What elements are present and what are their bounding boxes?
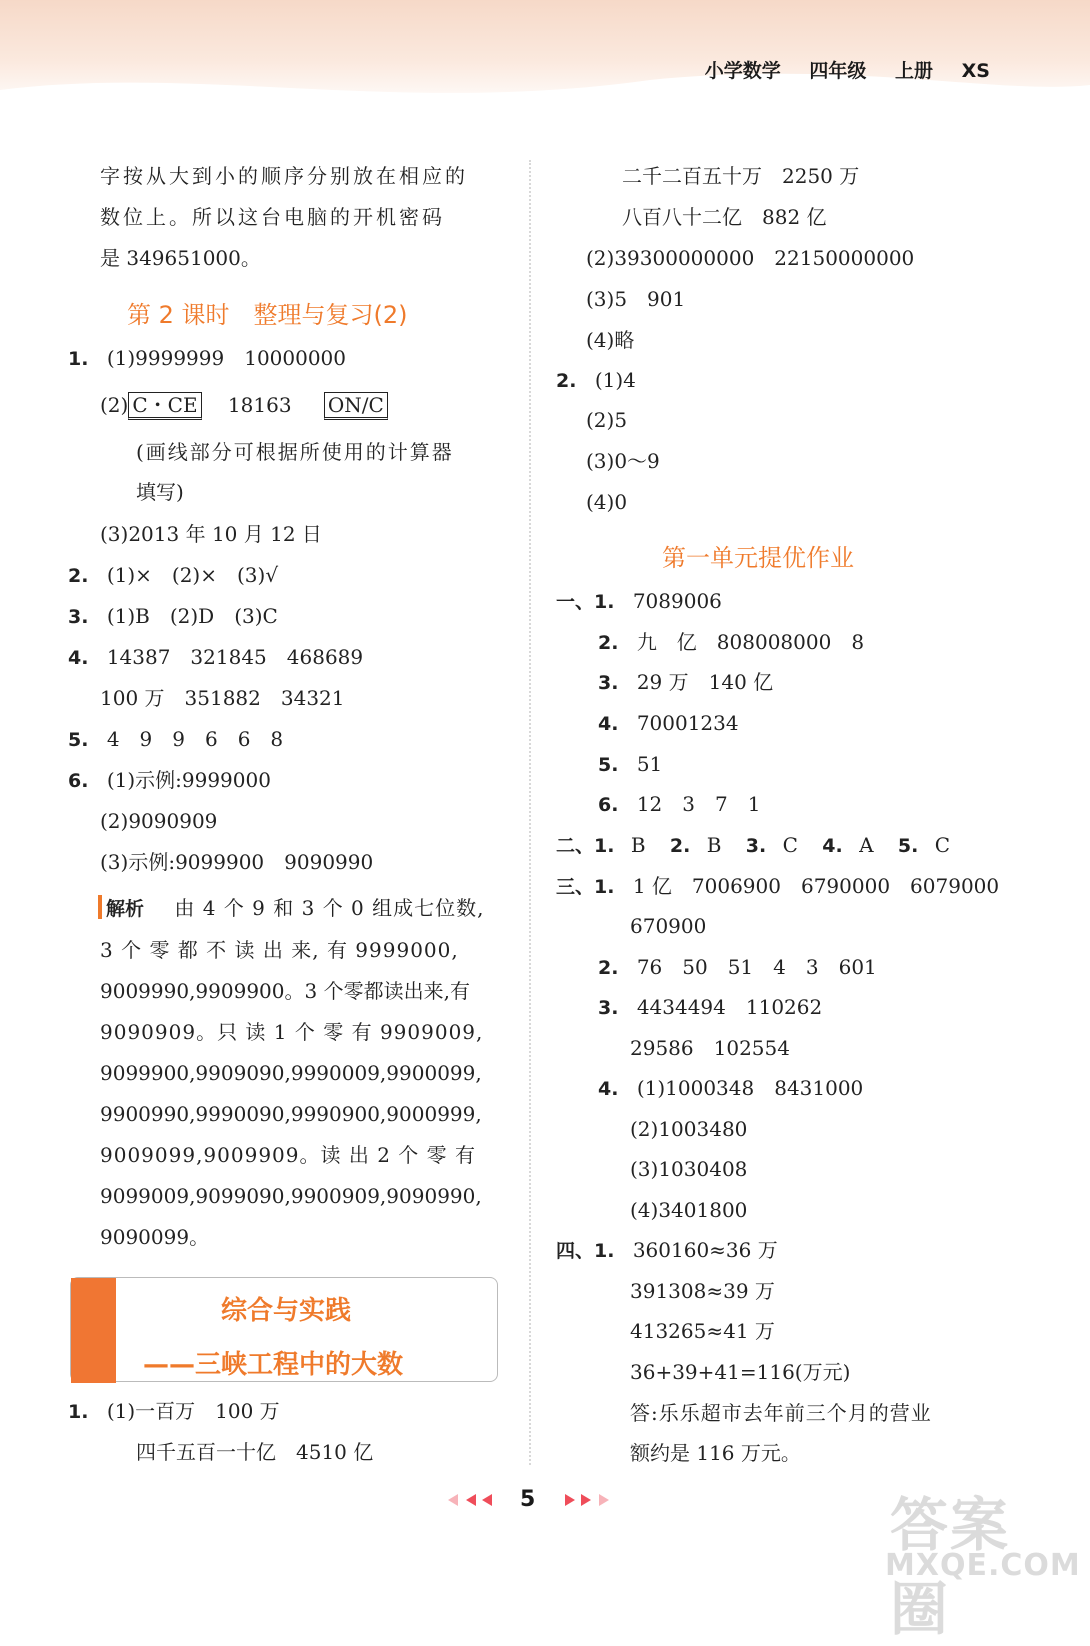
prev-arrow-icon	[466, 1494, 476, 1506]
practice-banner	[70, 1277, 498, 1382]
q4-answer-b: 100 万 351882 34321	[100, 686, 345, 710]
s2-1-number: 1.	[594, 835, 615, 857]
s3-label: 三、	[556, 876, 595, 898]
q2-line	[68, 565, 278, 586]
header-volume: 上册	[895, 60, 934, 82]
analysis-line-4: 9090909。只 读 1 个 零 有 9909009,	[100, 1020, 484, 1044]
q2-number: 2.	[68, 565, 89, 587]
p1-1b-answer: 四千五百一十亿 4510 亿	[136, 1440, 374, 1464]
column-divider	[529, 160, 531, 1465]
r-line-2: 八百八十二亿 882 亿	[622, 205, 827, 229]
s3-3-number: 3.	[598, 997, 619, 1019]
s2-4-answer: A	[859, 833, 874, 857]
analysis-line-7: 9009099,9009909。读 出 2 个 零 有	[100, 1143, 477, 1167]
analysis-line-9: 9090099。	[100, 1225, 210, 1249]
s3-2-number: 2.	[598, 957, 619, 979]
next-arrow-icon-2	[581, 1494, 591, 1506]
q4-answer-a: 14387 321845 468689	[106, 645, 364, 669]
s3-line-3	[598, 997, 822, 1018]
s1-line-3	[598, 672, 773, 693]
s3-4d-answer: (4)3401800	[630, 1198, 748, 1222]
q6-3-answer: (3)示例:9099900 9090990	[100, 850, 374, 874]
s3-2-answer: 76 50 51 4 3 601	[636, 955, 877, 979]
s1-line-2	[598, 632, 864, 653]
header-subject: 小学数学	[704, 60, 781, 82]
s1-3-answer: 29 万 140 亿	[636, 670, 774, 694]
analysis-line-1: 由 4 个 9 和 3 个 0 组成七位数,	[174, 896, 485, 920]
lesson-title: 第 2 课时 整理与复习(2)	[127, 301, 408, 329]
s1-4-answer: 70001234	[636, 711, 739, 735]
s3-line-4	[598, 1078, 863, 1099]
p1-1-answer: (1)一百万 100 万	[106, 1399, 280, 1423]
q1-2-mid: 18163	[227, 393, 292, 417]
analysis-line-8: 9099009,9099090,9900909,9090990,	[100, 1184, 482, 1208]
page-footer	[440, 1487, 620, 1513]
s4-a: 360160≈36 万	[632, 1238, 778, 1262]
q1-number: 1.	[68, 348, 89, 370]
s1-5-number: 5.	[598, 754, 619, 776]
s1-line-1	[556, 591, 722, 612]
s1-4-number: 4.	[598, 713, 619, 735]
q6-2-answer: (2)9090909	[100, 809, 218, 833]
s2-5-number: 5.	[897, 835, 919, 857]
q3-number: 3.	[68, 606, 89, 628]
q6-line	[68, 770, 271, 791]
banner-subtitle: ——三峡工程中的大数	[143, 1350, 404, 1380]
s2-1-answer: B	[630, 833, 646, 857]
s3-4-number: 4.	[598, 1078, 619, 1100]
banner-accent	[71, 1278, 116, 1383]
watermark-line-1: 答案圈	[890, 1491, 1011, 1643]
s3-4a-answer: (1)1000348 8431000	[636, 1076, 864, 1100]
s2-4-number: 4.	[822, 835, 843, 857]
r-q2-2: (2)5	[586, 408, 628, 432]
analysis-first-line	[98, 895, 485, 919]
q1-note-2: 填写)	[136, 480, 184, 504]
header-grade: 四年级	[809, 60, 867, 82]
s4-line-1	[556, 1240, 778, 1261]
r-line-4: (3)5 901	[586, 287, 686, 311]
watermark-line-2: MXQE.COM	[885, 1548, 1081, 1583]
s1-6-answer: 12 3 7 1	[636, 792, 761, 816]
q6-1-answer: (1)示例:9999000	[106, 768, 271, 792]
q5-answer: 4 9 9 6 6 8	[106, 727, 284, 751]
s2-2-number: 2.	[669, 835, 691, 857]
q3-line	[68, 606, 278, 627]
s2-line	[556, 835, 950, 856]
r-q2-3: (3)0～9	[586, 449, 660, 473]
s3-4b-answer: (2)1003480	[630, 1117, 748, 1141]
analysis-line-6: 9900990,9990090,9990900,9000999,	[100, 1102, 482, 1126]
prev-arrow-icon-2	[482, 1494, 492, 1506]
s4-c: 413265≈41 万	[630, 1319, 775, 1343]
key-on-c: ON/C	[324, 392, 388, 420]
p1-line-1	[68, 1401, 280, 1422]
q2-answer: (1)× (2)× (3)√	[106, 563, 279, 587]
r-q2-line	[556, 370, 636, 391]
page-number: 5	[520, 1487, 536, 1512]
s4-label: 四、	[556, 1240, 595, 1262]
r-line-3: (2)39300000000 22150000000	[586, 246, 915, 270]
s4-d: 36+39+41=116(万元)	[630, 1360, 851, 1384]
q1-1-answer: (1)9999999 10000000	[106, 346, 347, 370]
r-q2-4: (4)0	[586, 490, 628, 514]
r-q2-number: 2.	[556, 370, 577, 392]
s2-3-answer: C	[782, 833, 798, 857]
q1-3-answer: (3)2013 年 10 月 12 日	[100, 522, 322, 546]
s1-line-5	[598, 754, 662, 775]
q1-note-1: (画线部分可根据所使用的计算器	[136, 440, 454, 464]
analysis-line-2: 3 个 零 都 不 读 出 来, 有 9999000,	[100, 938, 459, 962]
header-edition: XS	[961, 60, 990, 82]
s2-2-answer: B	[706, 833, 722, 857]
q5-line	[68, 729, 283, 750]
banner-title: 综合与实践	[221, 1296, 352, 1326]
q1-2-prefix: (2)	[100, 393, 129, 417]
q4-line	[68, 647, 363, 668]
book-header	[683, 56, 990, 83]
s1-5-answer: 51	[636, 752, 663, 776]
s1-label: 一、	[556, 591, 595, 613]
p1-number: 1.	[68, 1401, 89, 1423]
r-line-5: (4)略	[586, 328, 635, 352]
s3-1b-answer: 670900	[630, 914, 707, 938]
unit-title: 第一单元提优作业	[662, 544, 854, 572]
watermark	[885, 1478, 1081, 1643]
intro-line-1: 字按从大到小的顺序分别放在相应的	[100, 164, 468, 188]
s1-2-number: 2.	[598, 632, 619, 654]
s1-2-answer: 九 亿 808008000 8	[636, 630, 865, 654]
q1-line-1	[68, 348, 346, 369]
analysis-marker	[98, 895, 102, 919]
intro-line-2: 数位上。所以这台电脑的开机密码	[100, 205, 445, 229]
s3-4c-answer: (3)1030408	[630, 1157, 748, 1181]
analysis-line-3: 9009990,9909900。3 个零都读出来,有	[100, 979, 470, 1003]
analysis-line-5: 9099900,9909090,9990009,9900099,	[100, 1061, 482, 1085]
s3-line-1	[556, 876, 999, 897]
s3-line-2	[598, 957, 877, 978]
s3-1a-answer: 1 亿 7006900 6790000 6079000	[632, 874, 1000, 898]
s3-3a-answer: 4434494 110262	[636, 995, 823, 1019]
s4-b: 391308≈39 万	[630, 1279, 775, 1303]
q5-number: 5.	[68, 729, 89, 751]
s2-label: 二、	[556, 835, 595, 857]
next-arrow-light-icon	[599, 1494, 609, 1506]
s3-3b-answer: 29586 102554	[630, 1036, 790, 1060]
prev-arrow-light-icon	[448, 1494, 458, 1506]
q3-answer: (1)B (2)D (3)C	[106, 604, 278, 628]
q6-number: 6.	[68, 770, 89, 792]
intro-line-3: 是 349651000。	[100, 246, 261, 270]
analysis-tag: 解析	[106, 898, 145, 920]
q4-number: 4.	[68, 647, 89, 669]
s1-line-6	[598, 794, 760, 815]
key-c-ce: C・CE	[128, 392, 201, 420]
r-line-1: 二千二百五十万 2250 万	[622, 164, 860, 188]
s1-6-number: 6.	[598, 794, 619, 816]
q1-line-2	[100, 392, 388, 420]
s2-3-number: 3.	[745, 835, 767, 857]
s4-1-number: 1.	[594, 1240, 615, 1262]
r-q2-1: (1)4	[594, 368, 636, 392]
next-arrow-icon	[565, 1494, 575, 1506]
s4-e: 答:乐乐超市去年前三个月的营业	[630, 1401, 932, 1425]
s4-f: 额约是 116 万元。	[630, 1441, 801, 1465]
s1-1-answer: 7089006	[632, 589, 722, 613]
s1-3-number: 3.	[598, 672, 619, 694]
s2-5-answer: C	[934, 833, 950, 857]
s1-1-number: 1.	[594, 591, 615, 613]
s1-line-4	[598, 713, 739, 734]
s3-1-number: 1.	[594, 876, 615, 898]
